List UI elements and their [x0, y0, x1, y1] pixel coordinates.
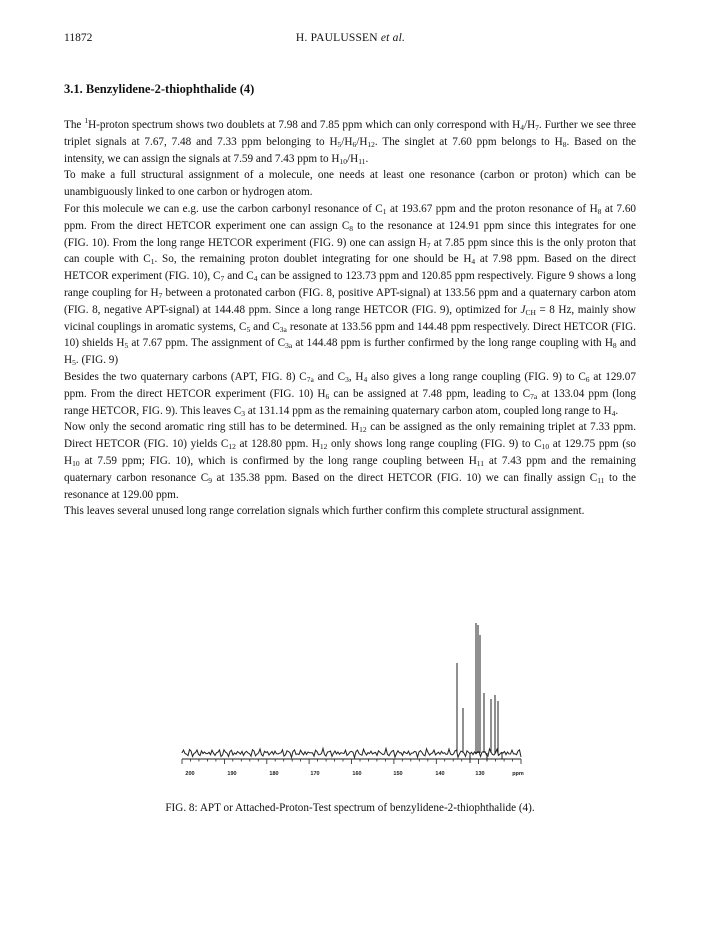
apt-spectrum-figure	[180, 605, 525, 785]
apt-spectrum-plot	[180, 605, 525, 785]
body-text	[64, 117, 636, 520]
figure-caption: FIG. 8: APT or Attached-Proton-Test spectrum of benzylidene-2-thiophthalide (4).	[165, 802, 535, 814]
page-number: 11872	[64, 32, 93, 44]
axis-tick-label: 180	[269, 771, 279, 777]
body-paragraph: This leaves several unused long range correlation signals which further confirm this complete structural assignment.	[64, 505, 585, 518]
body-paragraph: Besides the two quaternary carbons (APT, FIG. 8) $C_{7a}$ and $C_3$, $H_4$ also gives a long range coupling (FIG. 9) to $C_6$ at 129.07 ppm. From the direct HETCOR experiment (FIG. 10) $H_6$ can be assigned at 7.48 ppm, leading to $C_{7a}$ at 133.04 ppm (long range HETCOR, FIG. 9). This leaves $C_3$ at 131.14 ppm as the remaining quaternary carbon atom, coupled long range to $H_4$.	[64, 370, 636, 418]
body-paragraph: The $^1$H-proton spectrum shows two doublets at 7.98 and 7.85 ppm which can only correspond with $H_4/H_7$. Further we see three triplet signals at 7.67, 7.48 and 7.33 ppm belonging to $H_5/H_6/H_{12}$. The singlet at 7.60 ppm belongs to $H_8$. Based on the intensity, we can assign the signals at 7.59 and 7.43 ppm to $H_{10}/H_{11}$.	[64, 116, 637, 166]
axis-tick-label: 190	[227, 771, 237, 777]
axis-tick-label: 160	[352, 771, 362, 777]
authors-names: H. PAULUSSEN	[295, 32, 378, 44]
spectrum-axis-ticks	[182, 759, 521, 764]
authors-et-al: et al.	[380, 32, 406, 44]
axis-tick-label: ppm	[512, 771, 524, 777]
spectrum-axis-labels	[185, 771, 524, 777]
running-head-authors	[64, 32, 637, 44]
spectrum-peaks	[457, 623, 502, 763]
body-paragraph: To make a full structural assignment of a molecule, one needs at least one resonance (carbon or proton) which can be unambiguously linked to one carbon or hydrogen atom.	[64, 169, 636, 199]
axis-tick-label: 130	[475, 771, 485, 777]
body-paragraph: For this molecule we can e.g. use the carbon carbonyl resonance of $C_1$ at 193.67 ppm and the proton resonance of $H_8$ at 7.60 ppm. From the direct HETCOR experiment one can assign $C_8$ to the resonance at 124.91 ppm since this integrates for one (FIG. 10). From the long range HETCOR experiment (FIG. 9) one can assign $H_7$ at 7.85 ppm since this is the only proton that can couple with $C_1$. So, the remaining proton doublet integrating for one should be $H_4$ at 7.98 ppm. Based on the direct HETCOR experiment (FIG. 10), $C_7$ and $C_4$ can be assigned to 123.73 ppm and 120.85 ppm respectively. Figure 9 shows a long range coupling for $H_7$ between a protonated carbon (FIG. 8, positive APT-signal) at 133.56 ppm and a quaternary carbon atom (FIG. 8, negative APT-signal) at 144.48 ppm. Since a long range HETCOR (FIG. 9), optimized for $J_{CH} = 8$ Hz, mainly show vicinal couplings in aromatic systems, $C_5$ and $C_{3a}$ resonate at 133.56 ppm and 144.48 ppm respectively. Direct HETCOR (FIG. 10) shields $H_5$ at 7.67 ppm. The assignment of $C_{3a}$ at 144.48 ppm is further confirmed by the long range coupling with $H_8$ and $H_5$. (FIG. 9)	[64, 202, 637, 368]
axis-tick-label: 170	[310, 771, 320, 777]
running-head	[64, 32, 637, 48]
body-paragraph: Now only the second aromatic ring still has to be determined. $H_{12}$ can be assigned as the only remaining triplet at 7.33 ppm. Direct HETCOR (FIG. 10) yields $C_{12}$ at 128.80 ppm. $H_{12}$ only shows long range coupling (FIG. 9) to $C_{10}$ at 129.75 ppm (so $H_{10}$ at 7.59 ppm; FIG. 10), which is confirmed by the long range coupling between $H_{11}$ at 7.43 ppm and the remaining quaternary carbon resonance $C_9$ at 135.38 ppm. Based on the direct HETCOR (FIG. 10) we can finally assign $C_{11}$ to the resonance at 129.00 ppm.	[64, 421, 637, 501]
axis-tick-label: 140	[435, 771, 445, 777]
axis-tick-label: 200	[185, 771, 195, 777]
axis-tick-label: 150	[393, 771, 403, 777]
section-heading: 3.1. Benzylidene-2-thiophthalide (4)	[64, 82, 255, 96]
